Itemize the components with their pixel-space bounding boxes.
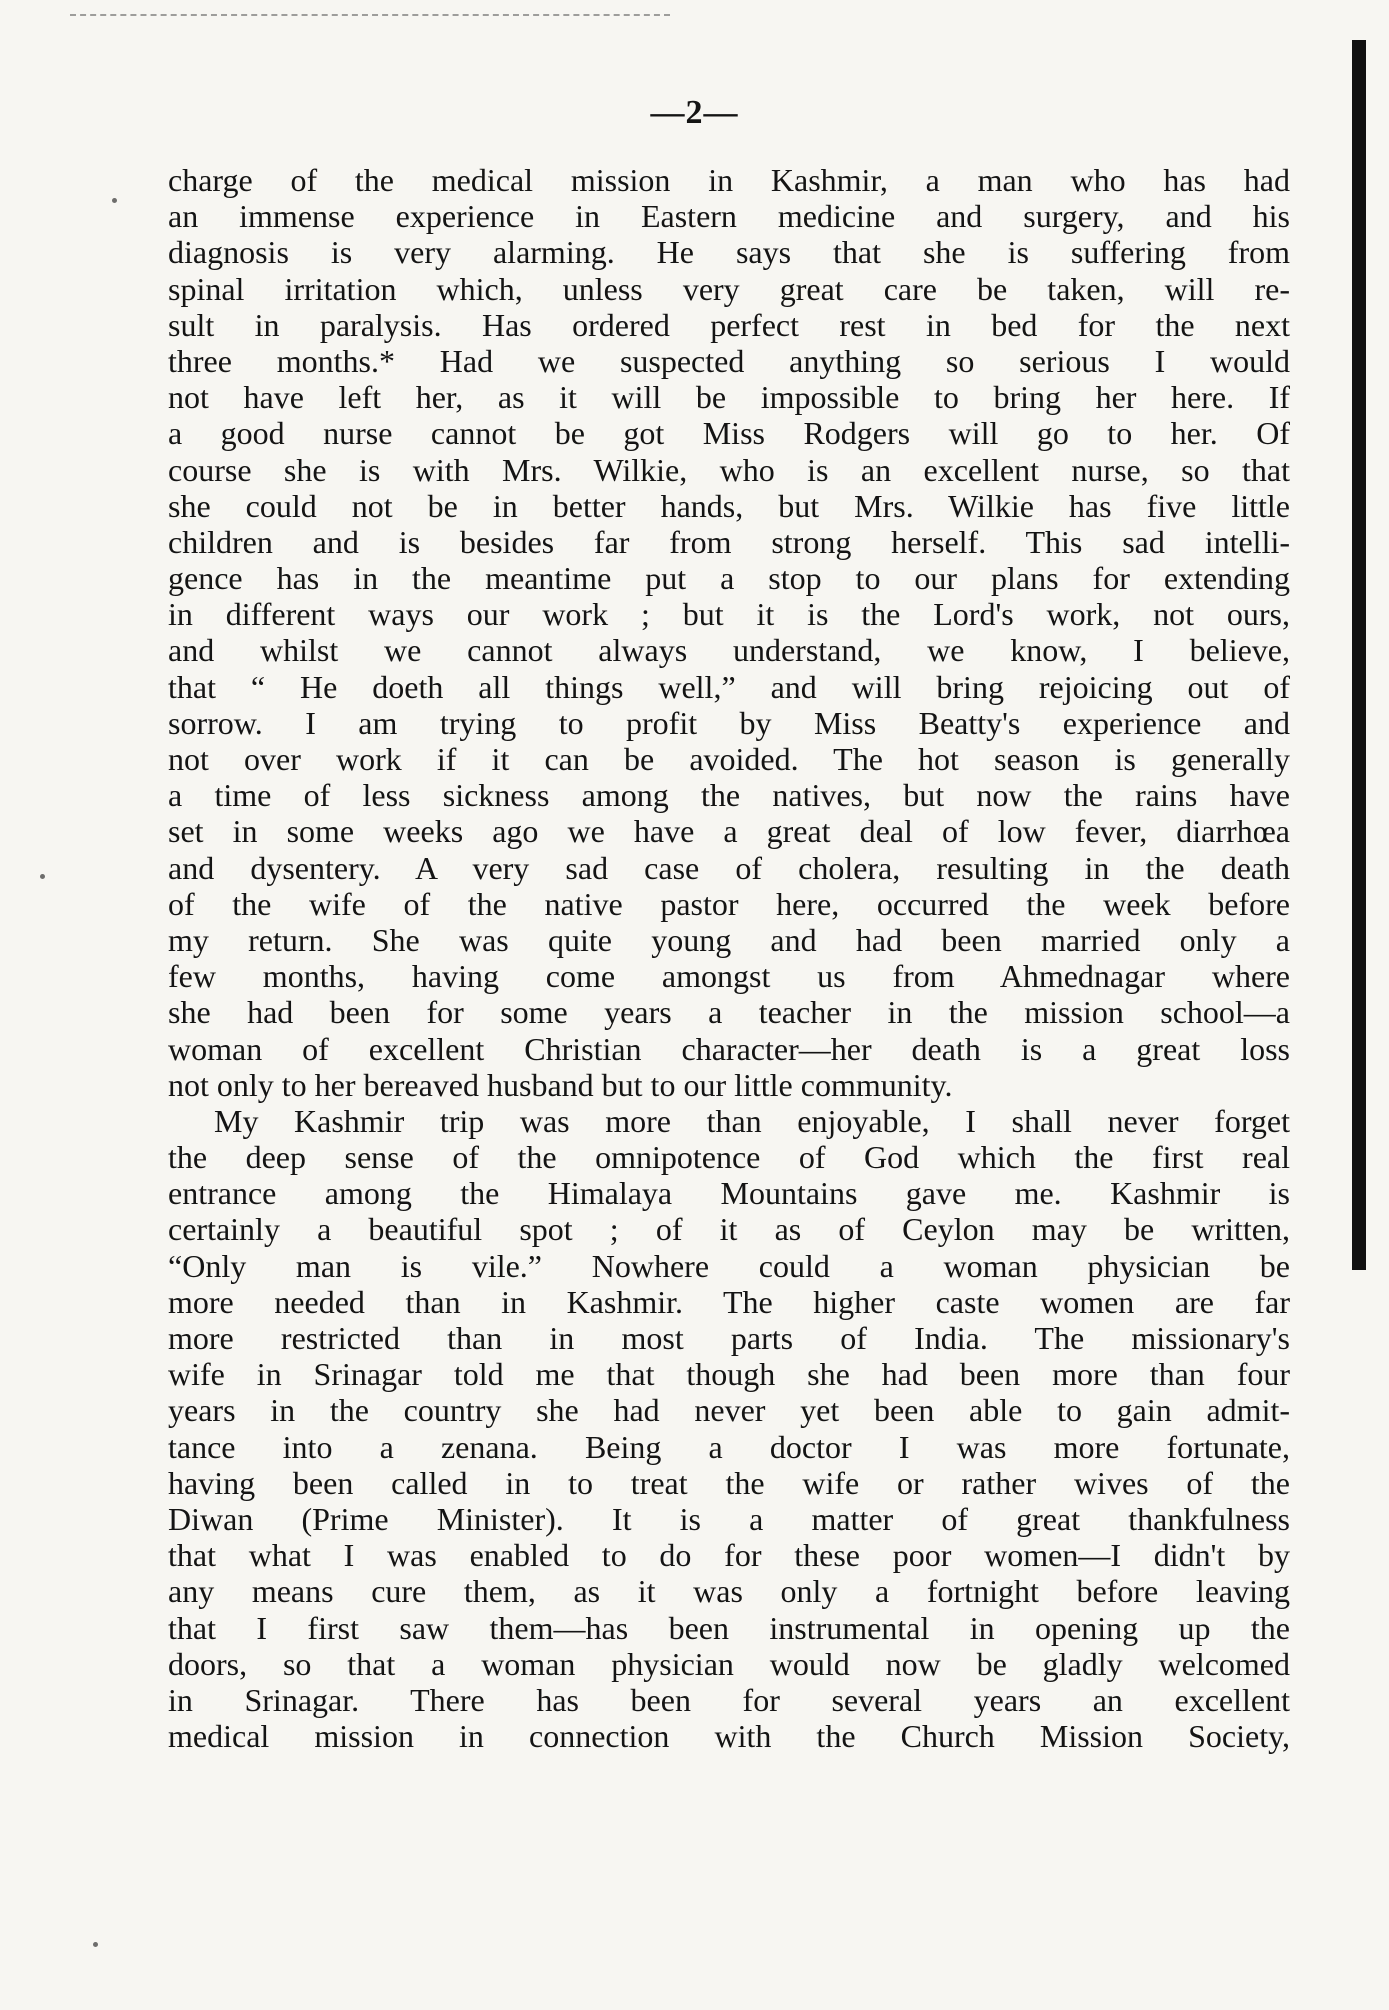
scan-speck xyxy=(93,1942,98,1947)
page-number: —2— xyxy=(650,94,739,131)
text-line: certainly a beautiful spot ; of it as of Ceylon may be written, xyxy=(168,1211,1290,1248)
text-line: gence has in the meantime put a stop to our plans for extending xyxy=(168,560,1290,597)
body-text xyxy=(168,162,1290,1754)
text-line: and dysentery. A very sad case of cholera, resulting in the death xyxy=(168,849,1290,886)
text-line: wife in Srinagar told me that though she had been more than four xyxy=(168,1356,1290,1393)
scan-speck xyxy=(40,874,45,879)
text-line: medical mission in connection with the Church Mission Society, xyxy=(168,1718,1290,1755)
text-line: Diwan (Prime Minister). It is a matter of great thankfulness xyxy=(168,1500,1290,1537)
text-line: not only to her bereaved husband but to our little community. xyxy=(168,1066,953,1103)
text-line: sult in paralysis. Has ordered perfect rest in bed for the next xyxy=(168,306,1290,343)
text-line: years in the country she had never yet been able to gain admit- xyxy=(168,1392,1290,1429)
text-line: My Kashmir trip was more than enjoyable, I shall never forget xyxy=(214,1102,1290,1139)
text-line: the deep sense of the omnipotence of God which the first real xyxy=(168,1139,1290,1176)
scan-border-bar xyxy=(1352,40,1366,1270)
text-line: entrance among the Himalaya Mountains gave me. Kashmir is xyxy=(168,1175,1290,1212)
text-line: diagnosis is very alarming. He says that she is suffering from xyxy=(168,234,1290,271)
text-line: in different ways our work ; but it is the Lord's work, not ours, xyxy=(168,596,1290,633)
text-line: doors, so that a woman physician would now be gladly welcomed xyxy=(168,1645,1290,1682)
text-line: “Only man is vile.” Nowhere could a woman physician be xyxy=(168,1247,1290,1284)
scan-edge-artifact xyxy=(70,14,670,19)
text-line: any means cure them, as it was only a fortnight before leaving xyxy=(168,1573,1290,1610)
text-line: not have left her, as it will be impossible to bring her here. If xyxy=(168,379,1290,416)
text-line: spinal irritation which, unless very great care be taken, will re- xyxy=(168,270,1290,307)
text-line: and whilst we cannot always understand, we know, I believe, xyxy=(168,632,1290,669)
text-line: she had been for some years a teacher in the mission school—a xyxy=(168,994,1290,1031)
text-line: sorrow. I am trying to profit by Miss Beatty's experience and xyxy=(168,704,1290,741)
text-line: course she is with Mrs. Wilkie, who is an excellent nurse, so that xyxy=(168,451,1290,488)
text-line: three months.* Had we suspected anything so serious I would xyxy=(168,342,1290,379)
text-line: charge of the medical mission in Kashmir, a man who has had xyxy=(168,162,1290,198)
text-line: tance into a zenana. Being a doctor I was more fortunate, xyxy=(168,1428,1290,1465)
text-line: having been called in to treat the wife or rather wives of the xyxy=(168,1464,1290,1501)
text-line: of the wife of the native pastor here, occurred the week before xyxy=(168,885,1290,922)
scan-speck xyxy=(112,198,117,203)
text-line: my return. She was quite young and had been married only a xyxy=(168,921,1290,958)
text-line: few months, having come amongst us from Ahmednagar where xyxy=(168,958,1290,995)
text-line: that “ He doeth all things well,” and will bring rejoicing out of xyxy=(168,668,1290,705)
text-line: more needed than in Kashmir. The higher caste women are far xyxy=(168,1283,1290,1320)
text-line: that I first saw them—has been instrumental in opening up the xyxy=(168,1609,1290,1646)
text-line: an immense experience in Eastern medicine and surgery, and his xyxy=(168,198,1290,235)
text-line: a time of less sickness among the natives, but now the rains have xyxy=(168,777,1290,814)
text-line: children and is besides far from strong herself. This sad intelli- xyxy=(168,523,1290,560)
text-line: woman of excellent Christian character—her death is a great loss xyxy=(168,1030,1290,1067)
text-line: a good nurse cannot be got Miss Rodgers will go to her. Of xyxy=(168,415,1290,452)
text-line: not over work if it can be avoided. The hot season is generally xyxy=(168,741,1290,777)
text-line: she could not be in better hands, but Mrs. Wilkie has five little xyxy=(168,487,1290,524)
text-line: in Srinagar. There has been for several years an excellent xyxy=(168,1681,1290,1718)
text-line: that what I was enabled to do for these poor women—I didn't by xyxy=(168,1537,1290,1574)
text-line: set in some weeks ago we have a great deal of low fever, diarrhœa xyxy=(168,813,1290,850)
text-line: more restricted than in most parts of India. The missionary's xyxy=(168,1320,1290,1356)
